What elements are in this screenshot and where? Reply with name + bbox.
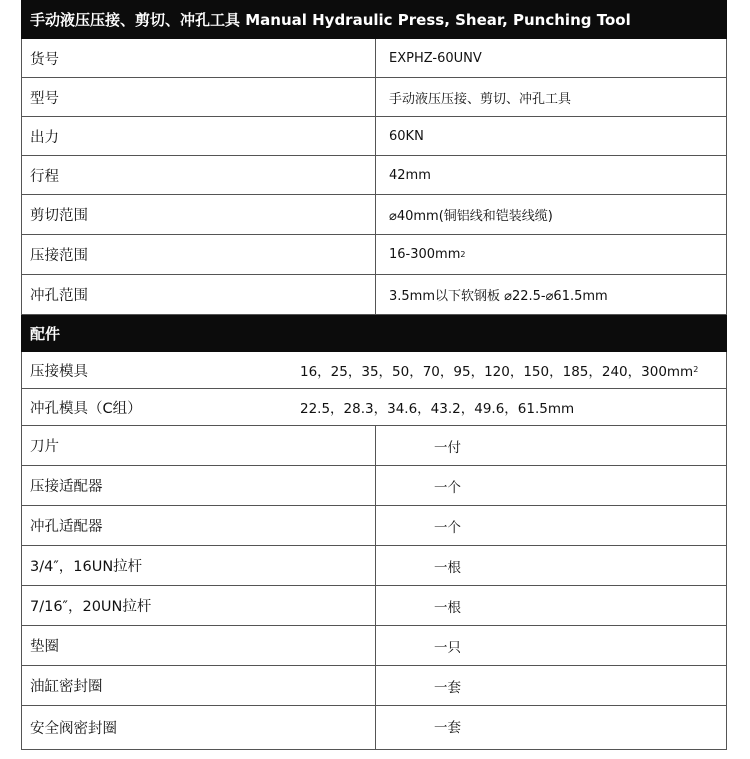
- accessory-label: 油缸密封圈: [22, 666, 376, 705]
- accessory-label: 安全阀密封圈: [22, 706, 376, 749]
- accessory-quantity: 一套: [434, 720, 461, 736]
- die-value-text: 16，25，35，50，70，95，120，150，185，240，300mm: [300, 364, 694, 380]
- accessory-label: 3/4″，16UN拉杆: [22, 546, 376, 585]
- accessory-label: 刀片: [22, 426, 376, 465]
- die-value: 22.5，28.3，34.6，43.2，49.6，61.5mm: [300, 401, 575, 417]
- die-label: 冲孔模具（C组）: [30, 400, 142, 417]
- accessory-quantity: 一根: [434, 560, 461, 576]
- spec-value: 手动液压压接、剪切、冲孔工具: [389, 91, 572, 107]
- spec-value: 16-300mm 2: [389, 247, 466, 262]
- spec-sheet: [21, 0, 727, 750]
- die-row-punching: [21, 389, 727, 426]
- spec-label: 货号: [22, 39, 376, 77]
- table-title: 手动液压压接、剪切、冲孔工具 Manual Hydraulic Press, Shear, Punching Tool: [30, 11, 631, 29]
- table-title-bar: [21, 0, 727, 39]
- accessory-row: [21, 546, 727, 586]
- spec-row-item-number: [21, 39, 727, 78]
- accessory-quantity: 一付: [434, 440, 461, 456]
- spec-row-stroke: [21, 156, 727, 195]
- spec-label: 行程: [22, 156, 376, 194]
- accessory-label: 冲孔适配器: [22, 506, 376, 545]
- spec-value: ⌀40mm(铜铝线和铠装线缆): [389, 209, 553, 224]
- accessories-heading-bar: [21, 315, 727, 352]
- spec-row-punching-range: [21, 275, 727, 315]
- spec-value-text: 16-300mm: [389, 247, 461, 262]
- accessory-label: 压接适配器: [22, 466, 376, 505]
- accessory-label: 垫圈: [22, 626, 376, 665]
- accessory-label: 7/16″，20UN拉杆: [22, 586, 376, 625]
- die-value: 16，25，35，50，70，95，120，150，185，240，300mm 2: [300, 352, 726, 388]
- accessory-row: [21, 706, 727, 750]
- accessories-heading: 配件: [30, 325, 61, 343]
- spec-value: 3.5mm以下软钢板 ⌀22.5-⌀61.5mm: [389, 289, 608, 304]
- spec-row-crimping-range: [21, 235, 727, 275]
- accessory-row: [21, 426, 727, 466]
- spec-value: 60KN: [389, 128, 424, 144]
- accessory-quantity: 一个: [434, 520, 461, 536]
- accessory-row: [21, 506, 727, 546]
- accessory-row: [21, 586, 727, 626]
- die-label: 压接模具: [30, 363, 88, 380]
- accessory-quantity: 一个: [434, 480, 461, 496]
- spec-row-force: [21, 117, 727, 156]
- spec-label: 型号: [22, 78, 376, 116]
- spec-label: 剪切范围: [22, 195, 376, 234]
- spec-label: 出力: [22, 117, 376, 155]
- accessory-quantity: 一只: [434, 640, 461, 656]
- accessory-quantity: 一套: [434, 680, 461, 696]
- spec-label: 压接范围: [22, 235, 376, 274]
- spec-value: 42mm: [389, 167, 431, 183]
- die-row-crimping: [21, 352, 727, 389]
- accessory-row: [21, 466, 727, 506]
- accessory-quantity: 一根: [434, 600, 461, 616]
- accessory-row: [21, 626, 727, 666]
- spec-row-model: [21, 78, 727, 117]
- spec-label: 冲孔范围: [22, 275, 376, 314]
- accessory-row: [21, 666, 727, 706]
- spec-row-cutting-range: [21, 195, 727, 235]
- spec-value: EXPHZ-60UNV: [389, 50, 482, 66]
